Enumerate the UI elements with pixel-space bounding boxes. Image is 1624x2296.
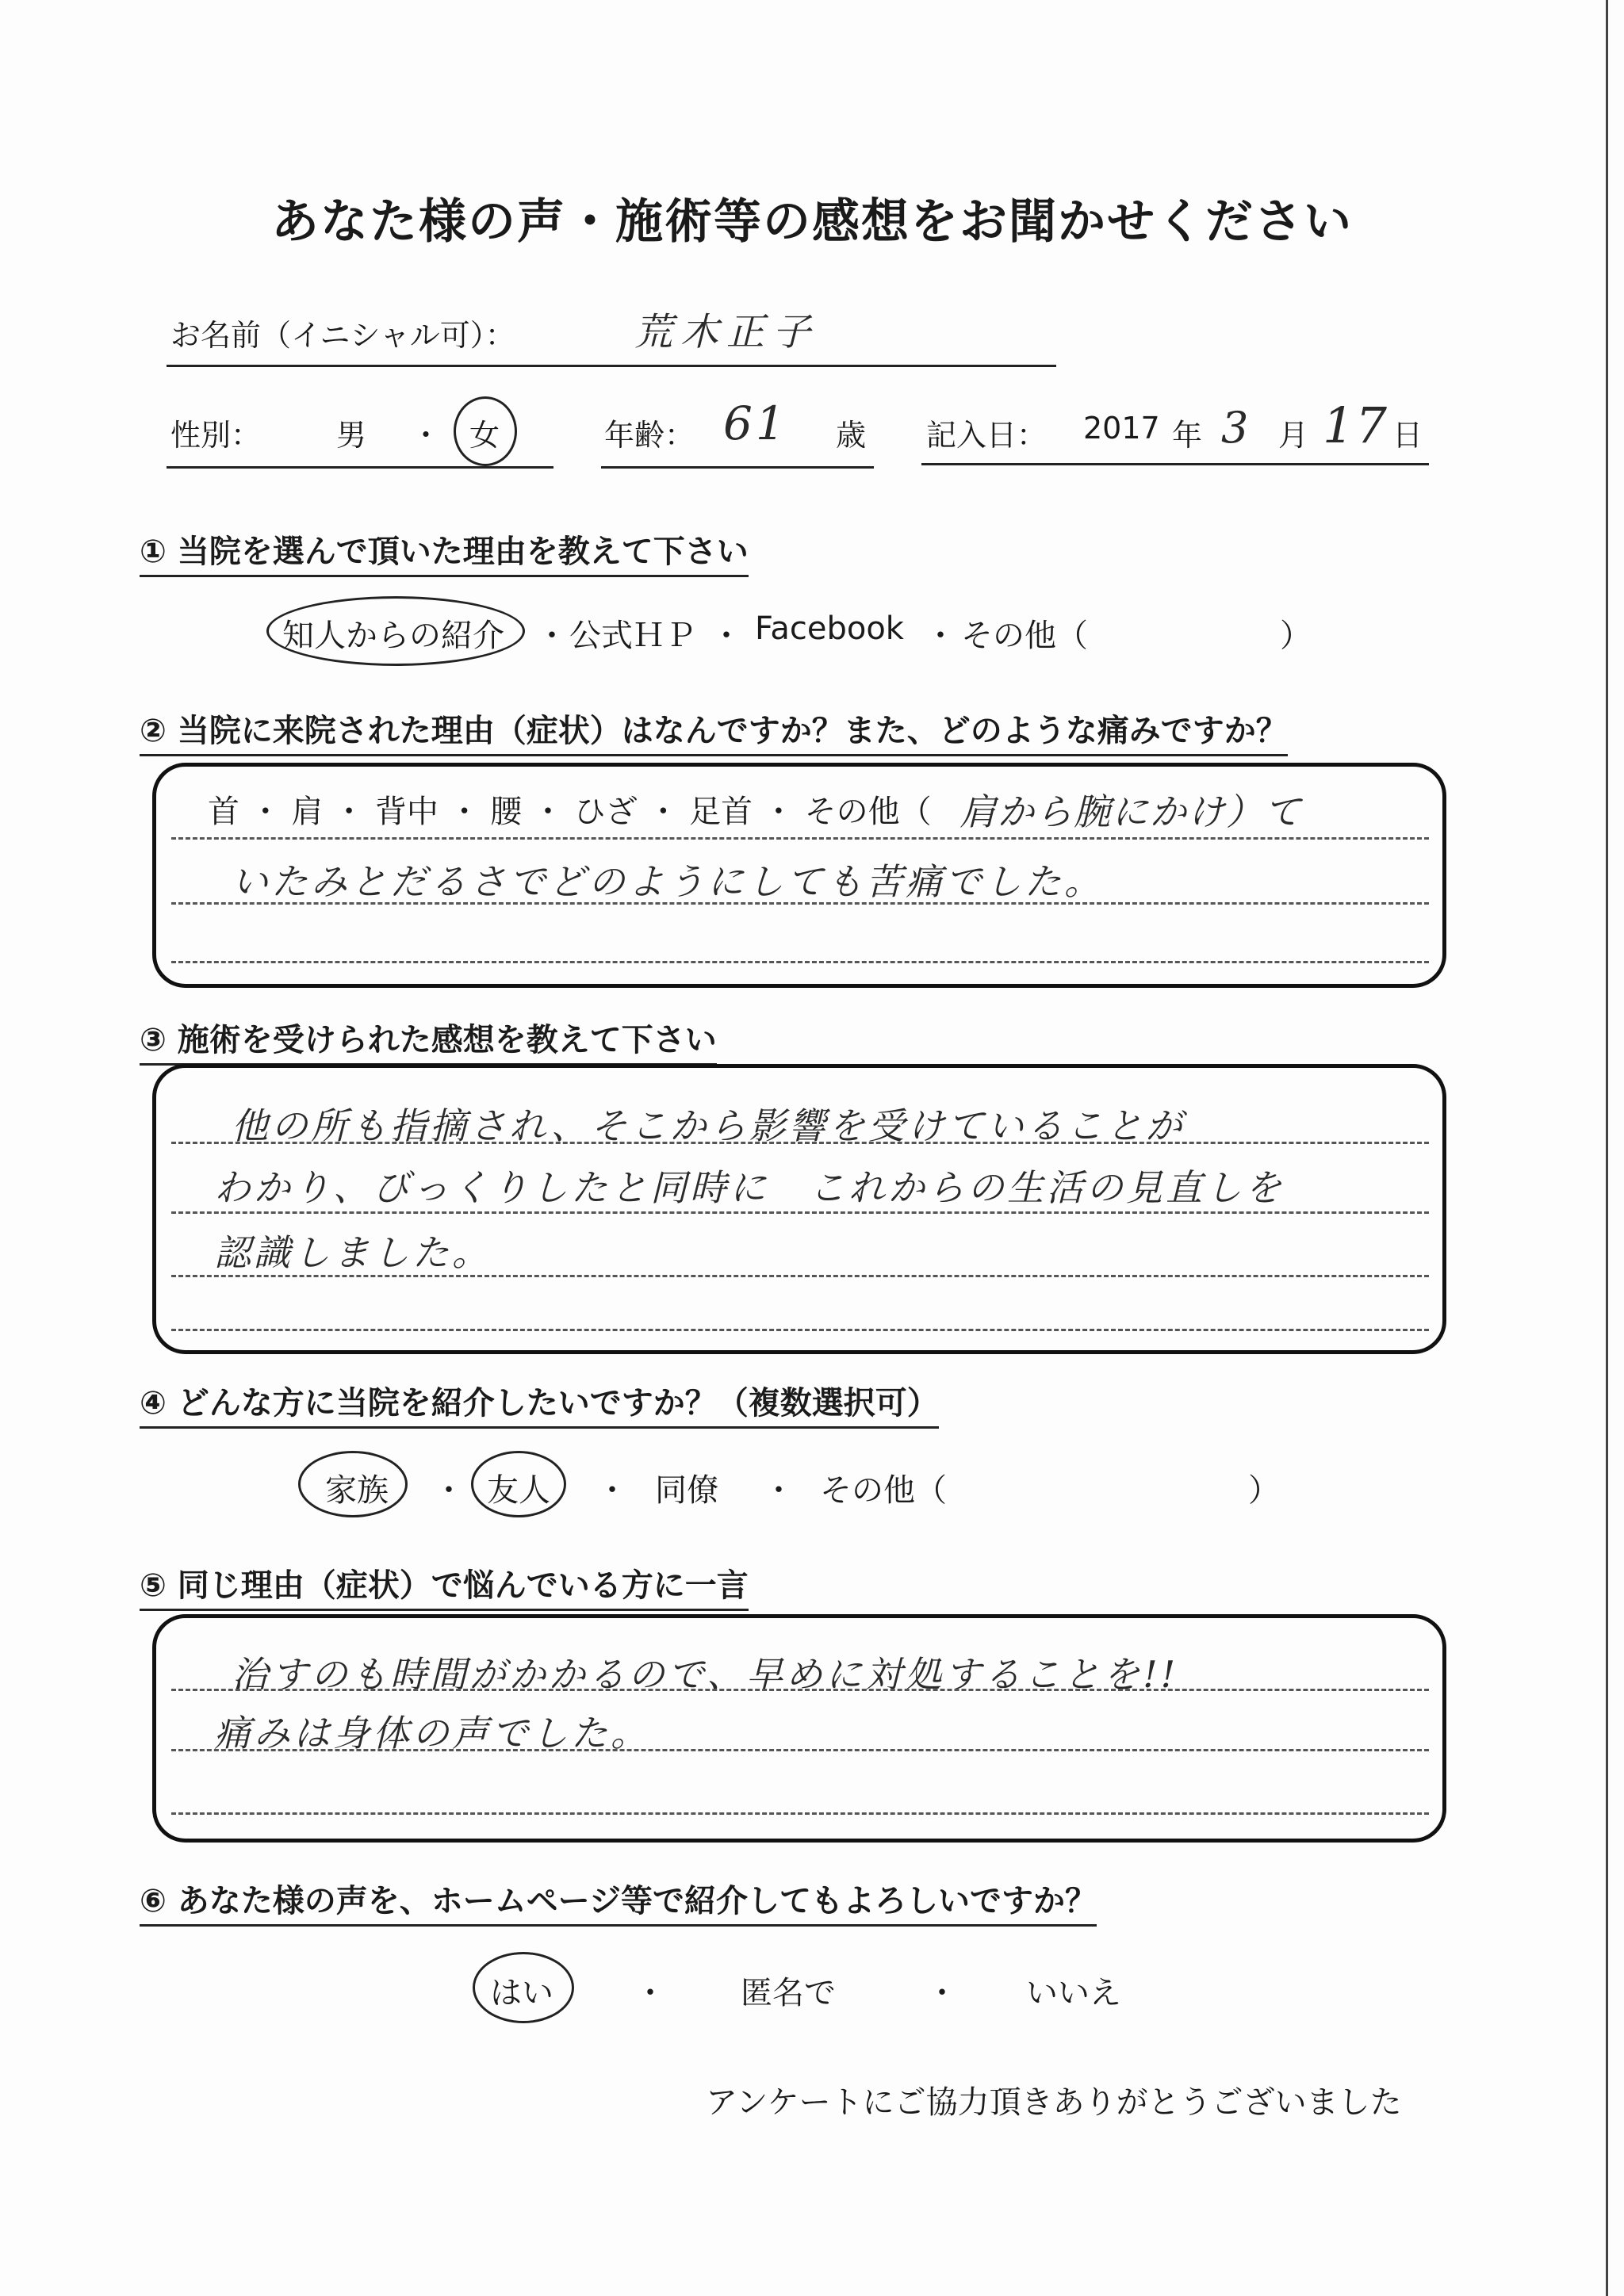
q5-ruled-line-1 (171, 1689, 1429, 1691)
scan-edge (1606, 0, 1608, 2296)
gender-underline (167, 466, 553, 469)
q4-option-family[interactable]: 家族 (325, 1472, 389, 1509)
q3-ruled-line-3 (171, 1275, 1429, 1277)
q2-other-value: 肩から腕にかけ）て (959, 790, 1302, 833)
age-label: 年齢： (604, 418, 695, 453)
q1-heading: ① 当院を選んで頂いた理由を教えて下さい (140, 526, 749, 577)
q5-heading: ⑤ 同じ理由（症状）で悩んでいる方に一言 (140, 1560, 749, 1611)
q1-separator-2: ・ (710, 618, 742, 654)
age-value[interactable]: 61 (723, 396, 788, 450)
q5-answer-line-2: 痛みは身体の声でした。 (214, 1712, 650, 1755)
month-value[interactable]: 3 (1221, 403, 1251, 453)
q4-option-other-close: ） (1248, 1472, 1280, 1509)
day-value[interactable]: 17 (1323, 396, 1388, 454)
q2-symptom-options: 首 ・ 肩 ・ 背中 ・ 腰 ・ ひざ ・ 足首 ・ その他（ (208, 794, 932, 830)
year-value: 2017 (1083, 411, 1160, 446)
gender-label: 性別： (170, 418, 262, 453)
q1-option-facebook[interactable]: Facebook (755, 610, 904, 647)
q6-heading: ⑥ あなた様の声を、ホームページ等で紹介してもよろしいですか？ (140, 1876, 1097, 1927)
q1-selection-circle (266, 596, 525, 666)
name-label: お名前（イニシャル可）： (170, 318, 515, 353)
gender-option-male[interactable]: 男 (336, 418, 367, 453)
q3-ruled-line-1 (171, 1142, 1429, 1144)
q2-ruled-line-2 (171, 902, 1429, 905)
q1-separator-1: ・ (536, 618, 568, 654)
q4-heading: ④ どんな方に当院を紹介したいですか？（複数選択可） (140, 1378, 939, 1429)
q4-selection-circle-family (298, 1451, 408, 1517)
q3-ruled-line-2 (171, 1211, 1429, 1214)
q1-option-other[interactable]: その他（ (961, 618, 1088, 654)
q2-answer-line: いたみとだるさでどのようにしても苦痛でした。 (232, 860, 1104, 903)
gender-option-female[interactable]: 女 (469, 418, 500, 453)
q2-ruled-line-1 (171, 837, 1429, 840)
q3-answer-line-1: 他の所も指摘され、そこから影響を受けていることが (232, 1104, 1185, 1147)
q4-separator-2: ・ (596, 1472, 628, 1509)
q1-separator-3: ・ (925, 618, 956, 654)
age-unit: 歳 (836, 418, 867, 453)
year-unit: 年 (1172, 418, 1203, 453)
q4-option-other[interactable]: その他（ (820, 1472, 947, 1509)
q2-heading: ② 当院に来院された理由（症状）はなんですか？また、どのような痛みですか？ (140, 706, 1288, 756)
age-underline (601, 466, 874, 469)
gender-separator: ・ (411, 418, 442, 453)
name-underline (167, 365, 1056, 367)
name-value[interactable]: 荒木正子 (634, 310, 819, 354)
date-label: 記入日： (926, 418, 1048, 453)
q3-answer-line-3: 認識しました。 (214, 1231, 492, 1274)
q4-selection-circle-friend (471, 1451, 566, 1517)
q5-ruled-line-3 (171, 1812, 1429, 1815)
q5-answer-line-1: 治すのも時間がかかるので、早めに対処することを!! (232, 1653, 1179, 1696)
q6-separator-1: ・ (634, 1975, 666, 2011)
q5-ruled-line-2 (171, 1749, 1429, 1751)
q1-option-referral[interactable]: 知人からの紹介 (282, 618, 504, 654)
q6-option-yes[interactable]: はい (490, 1975, 553, 2011)
q1-option-website[interactable]: 公式ＨＰ (569, 618, 696, 654)
q6-option-no[interactable]: いいえ (1026, 1975, 1121, 2011)
date-underline (921, 463, 1429, 465)
q6-selection-circle (473, 1952, 574, 2023)
thanks-message: アンケートにご協力頂きありがとうございました (706, 2084, 1402, 2121)
day-unit: 日 (1392, 418, 1423, 453)
q2-ruled-line-3 (171, 961, 1429, 963)
q6-separator-2: ・ (926, 1975, 958, 2011)
q1-option-other-close: ） (1280, 618, 1312, 654)
q3-heading: ③ 施術を受けられた感想を教えて下さい (140, 1015, 717, 1066)
page-title: あなた様の声・施術等の感想をお聞かせください (271, 194, 1353, 250)
q4-separator-1: ・ (433, 1472, 465, 1509)
q6-option-anonymous[interactable]: 匿名で (741, 1975, 836, 2011)
q3-ruled-line-4 (171, 1329, 1429, 1331)
q4-separator-3: ・ (763, 1472, 795, 1509)
q4-option-coworker[interactable]: 同僚 (655, 1472, 718, 1509)
month-unit: 月 (1278, 418, 1309, 453)
q4-option-friend[interactable]: 友人 (487, 1472, 550, 1509)
q3-answer-line-2: わかり、びっくりしたと同時に これからの生活の見直しを (214, 1166, 1285, 1209)
gender-selection-circle (454, 396, 517, 466)
